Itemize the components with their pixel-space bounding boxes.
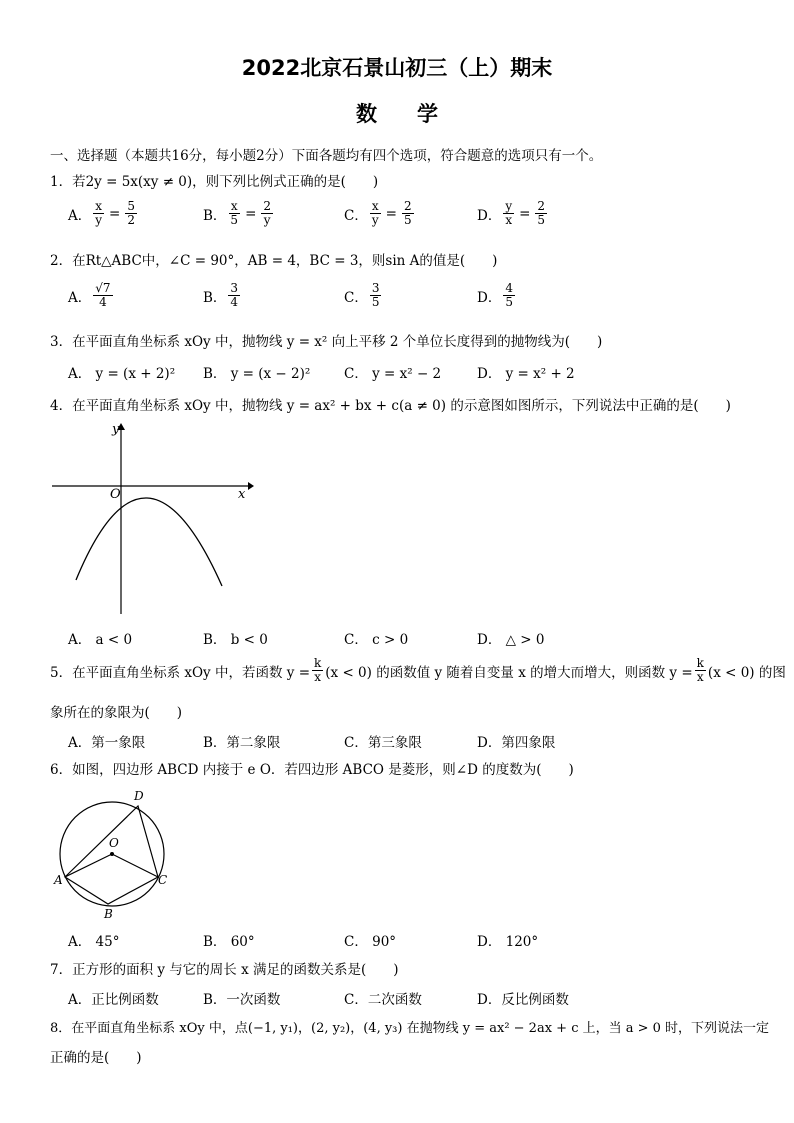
question-6-stem: 6．如图，四边形 ABCD 内接于 e O．若四边形 ABCO 是菱形，则∠D 的度数为( ): [50, 762, 574, 778]
center-point: [110, 852, 114, 856]
question-1-option-b[interactable]: B． $\frac{x}{5}$ = $\frac{2}{y}$: [203, 199, 272, 227]
label-c: C: [158, 873, 168, 887]
question-8-stem-line2: 正确的是( ): [50, 1050, 142, 1066]
question-7-option-a[interactable]: A．正比例函数: [68, 992, 159, 1008]
question-2-option-c[interactable]: C． $\frac{3}{5}$: [344, 281, 380, 309]
page-title: 2022北京石景山初三（上）期末: [241, 56, 553, 80]
question-1-option-a[interactable]: A． $\frac{x}{y}$ = $\frac{5}{2}$: [68, 199, 135, 227]
question-2-stem: 2．在Rt△ABC中，∠C = 90°，AB = 4，BC = 3，则sin A的值是( ): [50, 253, 498, 269]
question-3-option-b[interactable]: B． y = (x − 2)²: [203, 366, 311, 382]
parabola-graph: [48, 418, 258, 618]
x-axis-arrow: [248, 482, 254, 490]
question-5-stem-line2: 象所在的象限为( ): [50, 705, 183, 721]
question-5-option-d[interactable]: D．第四象限: [477, 735, 556, 751]
question-4-option-d[interactable]: D． △ > 0: [477, 632, 545, 648]
question-3-option-c[interactable]: C． y = x² − 2: [344, 366, 442, 382]
question-7-option-d[interactable]: D．反比例函数: [477, 992, 569, 1008]
question-1-option-d[interactable]: D． $\frac{y}{x}$ = $\frac{2}{5}$: [477, 199, 546, 227]
label-o: O: [109, 836, 119, 850]
circle-figure: [48, 784, 178, 924]
question-6-option-d[interactable]: D． 120°: [477, 934, 539, 950]
question-4-option-c[interactable]: C． c > 0: [344, 632, 409, 648]
question-4-option-a[interactable]: A． a < 0: [68, 632, 133, 648]
label-a: A: [54, 873, 63, 887]
question-6-option-c[interactable]: C． 90°: [344, 934, 397, 950]
parabola-curve: [76, 498, 222, 586]
question-3-option-d[interactable]: D． y = x² + 2: [477, 366, 575, 382]
question-7-option-b[interactable]: B．一次函数: [203, 992, 281, 1008]
origin-label: O: [110, 487, 121, 502]
question-5-option-b[interactable]: B．第二象限: [203, 735, 281, 751]
question-6-option-b[interactable]: B． 60°: [203, 934, 255, 950]
question-5-option-a[interactable]: A．第一象限: [68, 735, 146, 751]
question-1-option-c[interactable]: C． $\frac{x}{y}$ = $\frac{2}{5}$: [344, 199, 412, 227]
x-axis-label: x: [238, 487, 246, 502]
question-2-option-b[interactable]: B． $\frac{3}{4}$: [203, 281, 239, 309]
rhombus-abco: [65, 854, 158, 904]
y-axis-label: y: [112, 422, 120, 437]
question-2-option-d[interactable]: D． $\frac{4}{5}$: [477, 281, 513, 309]
question-4-stem: 4．在平面直角坐标系 xOy 中，抛物线 y = ax² + bx + c(a ≠ 0) 的示意图如图所示，下列说法中正确的是( ): [50, 398, 731, 414]
question-1-stem: 1．若2y = 5x(xy ≠ 0)，则下列比例式正确的是( ): [50, 174, 379, 190]
question-3-stem: 3．在平面直角坐标系 xOy 中，抛物线 y = x² 向上平移 2 个单位长度得到的抛物线为( ): [50, 334, 603, 350]
question-7-option-c[interactable]: C．二次函数: [344, 992, 422, 1008]
question-8-stem: 8．在平面直角坐标系 xOy 中，点(−1, y₁)，(2, y₂)，(4, y₃) 在抛物线 y = ax² − 2ax + c 上，当 a > 0 时，下列说法一定: [50, 1021, 770, 1036]
question-2-option-a[interactable]: A． $\frac{√7}{4}$: [68, 281, 111, 309]
question-5-stem: 5．在平面直角坐标系 xOy 中，若函数 y = $\frac{k}{x}$ (x < 0) 的函数值 y 随着自变量 x 的增大而增大，则函数 y = $\frac{k}{x}$ (x < 0) 的图: [50, 656, 786, 684]
section-heading: 一、选择题（本题共16分，每小题2分）下面各题均有四个选项，符合题意的选项只有一个。: [50, 148, 603, 164]
subject-title: 数学: [356, 102, 478, 126]
question-6-option-a[interactable]: A． 45°: [68, 934, 120, 950]
question-4-option-b[interactable]: B． b < 0: [203, 632, 268, 648]
question-5-option-c[interactable]: C．第三象限: [344, 735, 422, 751]
label-d: D: [134, 789, 144, 803]
question-7-stem: 7．正方形的面积 y 与它的周长 x 满足的函数关系是( ): [50, 962, 399, 978]
label-b: B: [104, 907, 113, 921]
question-3-option-a[interactable]: A． y = (x + 2)²: [68, 366, 176, 382]
